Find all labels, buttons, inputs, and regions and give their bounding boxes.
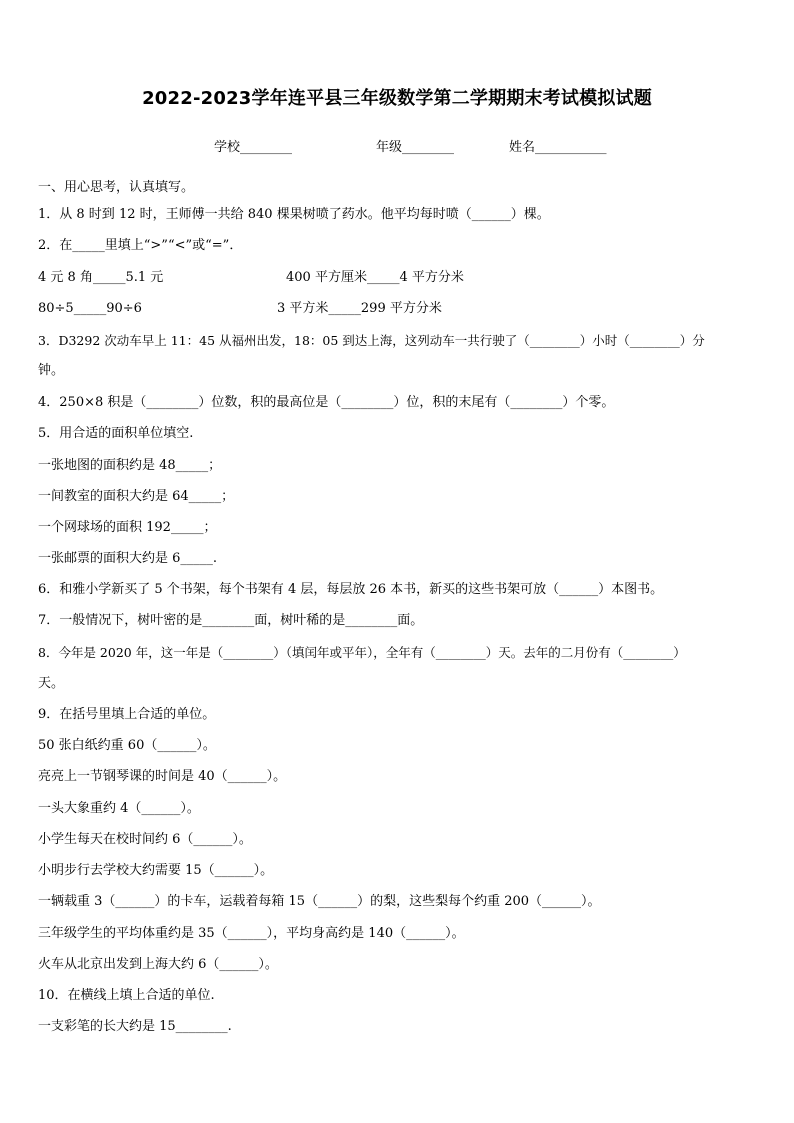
question-3-cont: 钟。 <box>38 363 65 378</box>
question-4: 4．250×8 积是（________）位数，积的最高位是（________）位，积的末尾有（________）个零。 <box>38 395 615 410</box>
page-title: 2022-2023学年连平县三年级数学第二学期期末考试模拟试题 <box>142 88 652 109</box>
question-10: 10．在横线上填上合适的单位. <box>38 988 215 1003</box>
question-7: 7．一般情况下，树叶密的是________面，树叶稀的是________面。 <box>38 613 424 628</box>
question-2-item-c: 80÷5_____90÷6 <box>38 301 142 316</box>
question-3: 3．D3292 次动车早上 11：45 从福州出发，18：05 到达上海，这列动车一共行驶了（________）小时（________）分 <box>38 333 705 348</box>
question-5-item-a: 一张地图的面积约是 48_____； <box>38 458 222 473</box>
question-2-item-b: 400 平方厘米_____4 平方分米 <box>286 270 464 285</box>
question-5-item-d: 一张邮票的面积大约是 6_____. <box>38 551 218 566</box>
question-9-item-g: 三年级学生的平均体重约是 35（______），平均身高约是 140（______）。 <box>38 926 465 941</box>
question-5-item-b: 一间教室的面积大约是 64_____； <box>38 489 235 504</box>
question-9-item-d: 小学生每天在校时间约 6（______）。 <box>38 832 252 847</box>
section-heading: 一、用心思考，认真填写。 <box>38 180 195 195</box>
question-9-item-a: 50 张白纸约重 60（______）。 <box>38 738 216 753</box>
question-5-item-c: 一个网球场的面积 192_____； <box>38 520 217 535</box>
question-10-item-a: 一支彩笔的长大约是 15________. <box>38 1019 232 1034</box>
question-2-item-d: 3 平方米_____299 平方分米 <box>277 301 442 316</box>
question-8-cont: 天。 <box>38 676 65 691</box>
question-9: 9．在括号里填上合适的单位。 <box>38 707 216 722</box>
question-9-item-b: 亮亮上一节钢琴课的时间是 40（______）。 <box>38 769 287 784</box>
question-5: 5．用合适的面积单位填空. <box>38 426 194 441</box>
question-9-item-f: 一辆载重 3（______）的卡车，运载着每箱 15（______）的梨，这些梨每个约重 200（______）。 <box>38 894 601 909</box>
question-2-item-a: 4 元 8 角_____5.1 元 <box>38 270 164 285</box>
question-2: 2．在_____里填上“>”“<”或“=”． <box>38 238 243 253</box>
question-6: 6．和雅小学新买了 5 个书架，每个书架有 4 层，每层放 26 本书，新买的这些书架可放（______）本图书。 <box>38 582 664 597</box>
school-field: 学校________ <box>214 140 293 155</box>
question-9-item-c: 一头大象重约 4（______）。 <box>38 801 200 816</box>
question-9-item-h: 火车从北京出发到上海大约 6（______）。 <box>38 957 278 972</box>
question-1: 1．从 8 时到 12 时，王师傅一共给 840 棵果树喷了药水。他平均每时喷（______）棵。 <box>38 207 550 222</box>
name-field: 姓名___________ <box>509 140 607 155</box>
grade-field: 年级________ <box>376 140 455 155</box>
question-8: 8．今年是 2020 年，这一年是（________）（填闰年或平年），全年有（________）天。去年的二月份有（________） <box>38 645 686 660</box>
question-9-item-e: 小明步行去学校大约需要 15（______）。 <box>38 863 274 878</box>
